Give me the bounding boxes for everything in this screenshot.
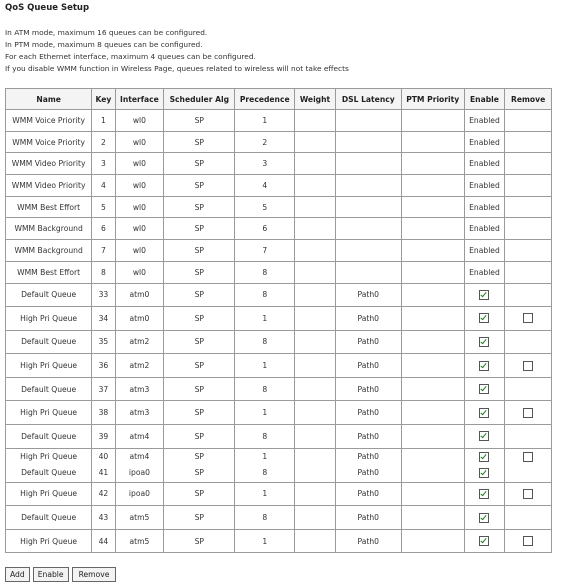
cell-interface: atm2 xyxy=(115,330,164,354)
remove-checkbox[interactable] xyxy=(523,489,533,499)
cell-weight xyxy=(295,448,336,482)
cell-scheduler-alg: SP xyxy=(164,196,235,218)
remove-button[interactable]: Remove xyxy=(72,567,117,582)
col-header-scheduler-alg: Scheduler Alg xyxy=(164,89,235,110)
table-row xyxy=(6,401,552,425)
cell-enable xyxy=(464,330,505,354)
cell-remove xyxy=(505,261,552,283)
cell-ptm-priority xyxy=(401,218,464,240)
cell-key: 36 xyxy=(92,354,115,378)
enable-checkbox[interactable] xyxy=(479,290,489,300)
cell-enable: Enabled xyxy=(464,110,505,132)
remove-checkbox-wrap xyxy=(505,449,551,465)
cell-scheduler-alg-line: SP xyxy=(194,452,204,462)
cell-remove xyxy=(505,196,552,218)
table-row xyxy=(6,425,552,449)
cell-dsl-latency: Path0 xyxy=(335,283,401,307)
col-header-weight: Weight xyxy=(295,89,336,110)
cell-dsl-latency xyxy=(335,240,401,262)
cell-weight xyxy=(295,354,336,378)
cell-name: WMM Video Priority xyxy=(6,175,92,197)
cell-scheduler-alg: SP xyxy=(164,175,235,197)
cell-enable xyxy=(464,401,505,425)
cell-scheduler-alg: SP xyxy=(164,377,235,401)
cell-precedence: 7 xyxy=(235,240,295,262)
info-line-ethernet: For each Ethernet interface, maximum 4 queues can be configured. xyxy=(5,52,256,61)
cell-ptm-priority xyxy=(401,425,464,449)
cell-key: 37 xyxy=(92,377,115,401)
cell-precedence: 4 xyxy=(235,175,295,197)
cell-interface: wl0 xyxy=(115,110,164,132)
cell-interface: atm5 xyxy=(115,529,164,553)
cell-ptm-priority xyxy=(401,377,464,401)
cell-interface: atm5 xyxy=(115,506,164,530)
cell-ptm-priority xyxy=(401,448,464,482)
table-row xyxy=(6,110,552,132)
cell-name: High Pri Queue xyxy=(6,354,92,378)
cell-name: WMM Best Effort xyxy=(6,196,92,218)
cell-enable xyxy=(464,482,505,506)
cell-weight xyxy=(295,377,336,401)
cell-scheduler-alg: SP xyxy=(164,261,235,283)
cell-name: High Pri Queue xyxy=(6,482,92,506)
cell-dsl-latency xyxy=(335,448,401,482)
col-header-precedence: Precedence xyxy=(235,89,295,110)
cell-name: High Pri Queue xyxy=(6,401,92,425)
cell-key: 6 xyxy=(92,218,115,240)
cell-weight xyxy=(295,506,336,530)
cell-remove xyxy=(505,377,552,401)
cell-ptm-priority xyxy=(401,482,464,506)
cell-precedence: 8 xyxy=(235,261,295,283)
cell-scheduler-alg: SP xyxy=(164,131,235,153)
cell-name: WMM Voice Priority xyxy=(6,110,92,132)
cell-scheduler-alg: SP xyxy=(164,529,235,553)
cell-precedence xyxy=(235,448,295,482)
info-line-wmm: If you disable WMM function in Wireless Page, queues related to wireless will not take effects xyxy=(5,64,349,73)
cell-dsl-latency: Path0 xyxy=(335,506,401,530)
cell-interface: wl0 xyxy=(115,131,164,153)
cell-weight xyxy=(295,196,336,218)
cell-weight xyxy=(295,401,336,425)
table-row xyxy=(6,153,552,175)
cell-scheduler-alg: SP xyxy=(164,307,235,331)
cell-key: 43 xyxy=(92,506,115,530)
cell-ptm-priority xyxy=(401,506,464,530)
cell-precedence: 8 xyxy=(235,330,295,354)
cell-enable: Enabled xyxy=(464,196,505,218)
cell-remove xyxy=(505,529,552,553)
cell-dsl-latency-line: Path0 xyxy=(357,468,380,478)
col-header-key: Key xyxy=(92,89,115,110)
cell-ptm-priority xyxy=(401,354,464,378)
cell-dsl-latency: Path0 xyxy=(335,425,401,449)
cell-interface: wl0 xyxy=(115,218,164,240)
cell-ptm-priority xyxy=(401,131,464,153)
cell-ptm-priority xyxy=(401,283,464,307)
cell-name: Default Queue xyxy=(6,506,92,530)
cell-dsl-latency xyxy=(335,261,401,283)
cell-enable xyxy=(464,377,505,401)
table-header-row xyxy=(6,89,552,110)
cell-enable: Enabled xyxy=(464,261,505,283)
cell-remove xyxy=(505,482,552,506)
cell-name: WMM Voice Priority xyxy=(6,131,92,153)
cell-ptm-priority xyxy=(401,175,464,197)
info-text xyxy=(5,27,349,75)
cell-scheduler-alg-line: SP xyxy=(194,468,204,478)
cell-scheduler-alg: SP xyxy=(164,401,235,425)
remove-checkbox[interactable] xyxy=(523,536,533,546)
cell-dsl-latency xyxy=(335,110,401,132)
cell-interface-line: ipoa0 xyxy=(128,468,150,478)
cell-precedence: 1 xyxy=(235,401,295,425)
cell-precedence: 2 xyxy=(235,131,295,153)
cell-remove xyxy=(505,307,552,331)
cell-enable xyxy=(464,506,505,530)
cell-scheduler-alg: SP xyxy=(164,218,235,240)
cell-interface: wl0 xyxy=(115,240,164,262)
cell-key: 44 xyxy=(92,529,115,553)
info-line-ptm: In PTM mode, maximum 8 queues can be configured. xyxy=(5,40,203,49)
cell-remove xyxy=(505,506,552,530)
cell-dsl-latency-line: Path0 xyxy=(357,452,380,462)
cell-remove xyxy=(505,131,552,153)
enable-button[interactable]: Enable xyxy=(33,567,69,582)
cell-name: WMM Best Effort xyxy=(6,261,92,283)
cell-scheduler-alg: SP xyxy=(164,283,235,307)
cell-enable xyxy=(464,425,505,449)
cell-key-line: 41 xyxy=(98,468,109,478)
qos-queue-table xyxy=(5,88,552,553)
cell-weight xyxy=(295,425,336,449)
page-title: QoS Queue Setup xyxy=(5,3,90,13)
table-row xyxy=(6,131,552,153)
cell-name: High Pri Queue xyxy=(6,307,92,331)
cell-key: 7 xyxy=(92,240,115,262)
remove-checkbox[interactable] xyxy=(523,313,533,323)
cell-name: Default Queue xyxy=(6,330,92,354)
col-header-interface: Interface xyxy=(115,89,164,110)
cell-key: 1 xyxy=(92,110,115,132)
cell-interface: wl0 xyxy=(115,196,164,218)
cell-key: 42 xyxy=(92,482,115,506)
cell-precedence: 1 xyxy=(235,307,295,331)
cell-key-line: 40 xyxy=(98,452,109,462)
table-row xyxy=(6,175,552,197)
enable-checkbox-wrap xyxy=(465,449,505,465)
cell-scheduler-alg: SP xyxy=(164,354,235,378)
cell-weight xyxy=(295,482,336,506)
cell-ptm-priority xyxy=(401,401,464,425)
enable-checkbox[interactable] xyxy=(479,361,489,371)
cell-weight xyxy=(295,307,336,331)
table-row xyxy=(6,448,552,482)
table-row xyxy=(6,482,552,506)
remove-checkbox[interactable] xyxy=(523,361,533,371)
enable-checkbox-wrap xyxy=(465,465,505,481)
cell-interface: atm4 xyxy=(115,425,164,449)
cell-interface: wl0 xyxy=(115,261,164,283)
cell-weight xyxy=(295,261,336,283)
col-header-remove: Remove xyxy=(505,89,552,110)
cell-remove xyxy=(505,448,552,482)
cell-interface: atm3 xyxy=(115,401,164,425)
cell-name: Default Queue xyxy=(6,283,92,307)
cell-dsl-latency: Path0 xyxy=(335,330,401,354)
col-header-name: Name xyxy=(6,89,92,110)
cell-key: 35 xyxy=(92,330,115,354)
cell-dsl-latency: Path0 xyxy=(335,377,401,401)
cell-interface: atm0 xyxy=(115,307,164,331)
cell-enable xyxy=(464,529,505,553)
cell-precedence: 6 xyxy=(235,218,295,240)
cell-ptm-priority xyxy=(401,153,464,175)
enable-checkbox[interactable] xyxy=(479,536,489,546)
cell-interface: ipoa0 xyxy=(115,482,164,506)
cell-enable: Enabled xyxy=(464,175,505,197)
enable-checkbox[interactable] xyxy=(479,431,489,441)
cell-key: 5 xyxy=(92,196,115,218)
cell-remove xyxy=(505,330,552,354)
enable-checkbox[interactable] xyxy=(479,489,489,499)
cell-precedence: 5 xyxy=(235,196,295,218)
cell-name xyxy=(6,448,92,482)
cell-precedence: 8 xyxy=(235,377,295,401)
cell-name: High Pri Queue xyxy=(6,529,92,553)
cell-key: 4 xyxy=(92,175,115,197)
cell-remove xyxy=(505,153,552,175)
cell-enable: Enabled xyxy=(464,218,505,240)
col-header-ptm-priority: PTM Priority xyxy=(401,89,464,110)
cell-enable xyxy=(464,354,505,378)
cell-dsl-latency xyxy=(335,196,401,218)
cell-interface: atm0 xyxy=(115,283,164,307)
col-header-enable: Enable xyxy=(464,89,505,110)
cell-precedence: 1 xyxy=(235,354,295,378)
cell-precedence: 3 xyxy=(235,153,295,175)
cell-remove xyxy=(505,354,552,378)
cell-key: 8 xyxy=(92,261,115,283)
table-row xyxy=(6,240,552,262)
cell-weight xyxy=(295,175,336,197)
cell-weight xyxy=(295,330,336,354)
table-row xyxy=(6,196,552,218)
cell-precedence: 8 xyxy=(235,283,295,307)
cell-ptm-priority xyxy=(401,110,464,132)
cell-dsl-latency: Path0 xyxy=(335,307,401,331)
table-row xyxy=(6,307,552,331)
table-row xyxy=(6,261,552,283)
cell-dsl-latency: Path0 xyxy=(335,529,401,553)
remove-checkbox[interactable] xyxy=(523,452,533,462)
cell-ptm-priority xyxy=(401,261,464,283)
table-row xyxy=(6,218,552,240)
cell-dsl-latency xyxy=(335,131,401,153)
cell-remove xyxy=(505,175,552,197)
cell-enable: Enabled xyxy=(464,131,505,153)
cell-scheduler-alg xyxy=(164,448,235,482)
cell-name-line: High Pri Queue xyxy=(20,452,78,462)
cell-dsl-latency xyxy=(335,175,401,197)
cell-precedence-line: 1 xyxy=(262,452,268,462)
enable-checkbox[interactable] xyxy=(479,337,489,347)
cell-name: WMM Background xyxy=(6,218,92,240)
table-row xyxy=(6,506,552,530)
cell-weight xyxy=(295,283,336,307)
cell-ptm-priority xyxy=(401,529,464,553)
cell-scheduler-alg: SP xyxy=(164,110,235,132)
cell-remove xyxy=(505,425,552,449)
cell-key: 38 xyxy=(92,401,115,425)
cell-key: 34 xyxy=(92,307,115,331)
table-row xyxy=(6,283,552,307)
cell-enable xyxy=(464,307,505,331)
cell-ptm-priority xyxy=(401,196,464,218)
cell-scheduler-alg: SP xyxy=(164,240,235,262)
cell-remove xyxy=(505,110,552,132)
cell-name: WMM Background xyxy=(6,240,92,262)
cell-interface: atm2 xyxy=(115,354,164,378)
cell-ptm-priority xyxy=(401,240,464,262)
cell-dsl-latency: Path0 xyxy=(335,482,401,506)
cell-key: 2 xyxy=(92,131,115,153)
cell-dsl-latency xyxy=(335,153,401,175)
remove-checkbox[interactable] xyxy=(523,408,533,418)
cell-ptm-priority xyxy=(401,307,464,331)
cell-dsl-latency: Path0 xyxy=(335,401,401,425)
cell-enable: Enabled xyxy=(464,240,505,262)
info-line-atm: In ATM mode, maximum 16 queues can be configured. xyxy=(5,28,208,37)
cell-scheduler-alg: SP xyxy=(164,153,235,175)
table-row xyxy=(6,377,552,401)
cell-scheduler-alg: SP xyxy=(164,330,235,354)
enable-checkbox[interactable] xyxy=(479,468,489,478)
cell-weight xyxy=(295,153,336,175)
cell-precedence: 1 xyxy=(235,110,295,132)
action-bar xyxy=(5,567,116,582)
enable-checkbox[interactable] xyxy=(479,513,489,523)
cell-name: Default Queue xyxy=(6,377,92,401)
cell-interface: wl0 xyxy=(115,153,164,175)
cell-scheduler-alg: SP xyxy=(164,506,235,530)
table-row xyxy=(6,529,552,553)
cell-precedence: 1 xyxy=(235,529,295,553)
cell-enable xyxy=(464,448,505,482)
cell-key xyxy=(92,448,115,482)
cell-key: 39 xyxy=(92,425,115,449)
cell-key: 33 xyxy=(92,283,115,307)
table-row xyxy=(6,330,552,354)
cell-remove xyxy=(505,283,552,307)
table-row xyxy=(6,354,552,378)
cell-dsl-latency: Path0 xyxy=(335,354,401,378)
cell-ptm-priority xyxy=(401,330,464,354)
cell-scheduler-alg: SP xyxy=(164,425,235,449)
cell-precedence-line: 8 xyxy=(262,468,268,478)
enable-checkbox[interactable] xyxy=(479,313,489,323)
cell-weight xyxy=(295,240,336,262)
cell-weight xyxy=(295,131,336,153)
cell-remove xyxy=(505,218,552,240)
cell-interface: wl0 xyxy=(115,175,164,197)
cell-precedence: 8 xyxy=(235,425,295,449)
cell-name: WMM Video Priority xyxy=(6,153,92,175)
enable-checkbox[interactable] xyxy=(479,408,489,418)
cell-key: 3 xyxy=(92,153,115,175)
cell-enable: Enabled xyxy=(464,153,505,175)
cell-weight xyxy=(295,529,336,553)
cell-interface xyxy=(115,448,164,482)
cell-weight xyxy=(295,110,336,132)
cell-remove xyxy=(505,240,552,262)
cell-weight xyxy=(295,218,336,240)
cell-remove xyxy=(505,401,552,425)
enable-checkbox[interactable] xyxy=(479,384,489,394)
cell-interface-line: atm4 xyxy=(129,452,150,462)
enable-checkbox[interactable] xyxy=(479,452,489,462)
cell-name-line: Default Queue xyxy=(21,468,77,478)
cell-scheduler-alg: SP xyxy=(164,482,235,506)
col-header-dsl-latency: DSL Latency xyxy=(335,89,401,110)
cell-name: Default Queue xyxy=(6,425,92,449)
cell-interface: atm3 xyxy=(115,377,164,401)
cell-dsl-latency xyxy=(335,218,401,240)
cell-precedence: 8 xyxy=(235,506,295,530)
cell-enable xyxy=(464,283,505,307)
add-button[interactable]: Add xyxy=(5,567,30,582)
cell-precedence: 1 xyxy=(235,482,295,506)
